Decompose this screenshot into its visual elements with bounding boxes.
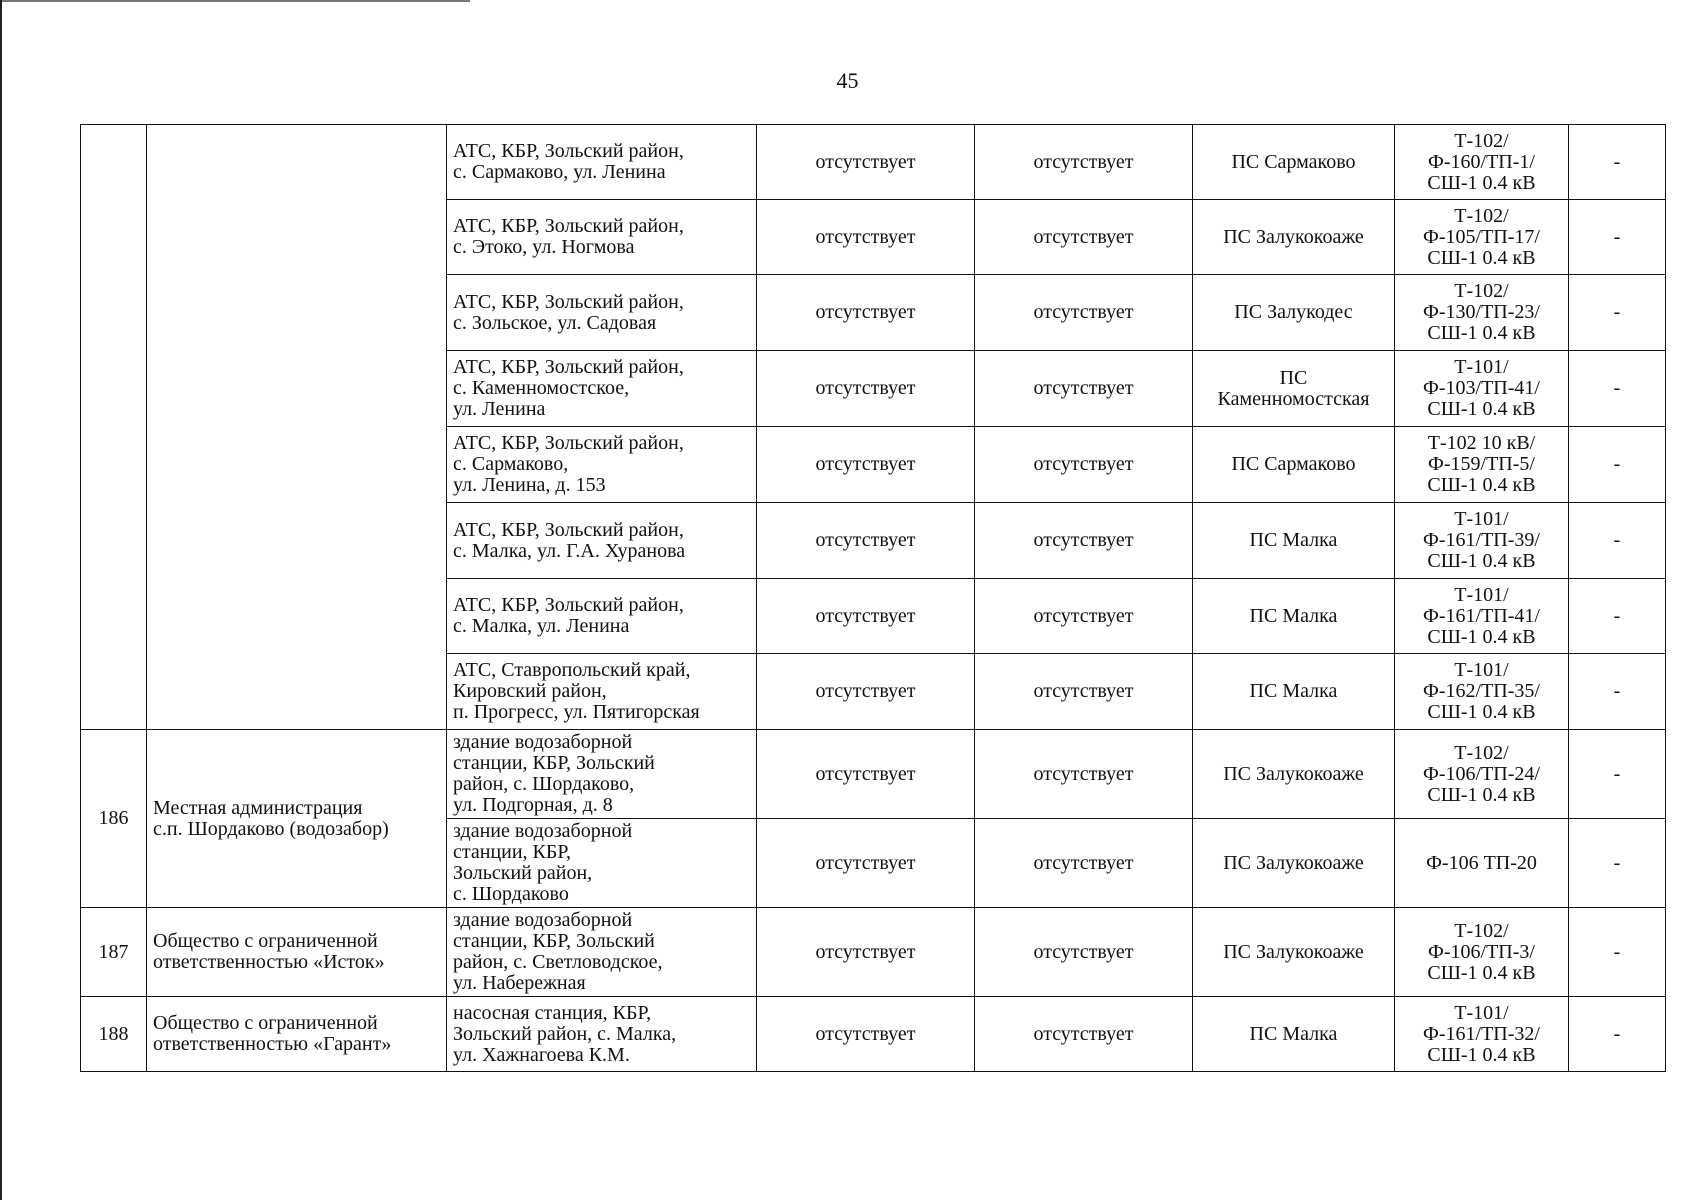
dash-cell: - — [1569, 997, 1666, 1072]
site-cell: здание водозаборной станции, КБР, Зольский район, с. Шордаково, ул. Подгорная, д. 8 — [447, 730, 757, 819]
status-cell: отсутствует — [757, 908, 975, 997]
table-row — [81, 997, 1666, 1072]
dash-cell: - — [1569, 819, 1666, 908]
feeder-cell: Т-102/ Ф-106/ТП-24/ СШ-1 0.4 кВ — [1395, 730, 1569, 819]
status-cell: отсутствует — [975, 503, 1193, 579]
feeder-cell: Т-102/ Ф-160/ТП-1/ СШ-1 0.4 кВ — [1395, 125, 1569, 200]
substation-cell: ПС Малка — [1193, 997, 1395, 1072]
substation-cell: ПС Залукокоаже — [1193, 908, 1395, 997]
status-cell: отсутствует — [975, 125, 1193, 200]
organization-cell: Общество с ограниченной ответственностью «Гарант» — [147, 997, 447, 1072]
status-cell: отсутствует — [975, 275, 1193, 351]
substation-cell: ПС Залукокоаже — [1193, 730, 1395, 819]
status-cell: отсутствует — [757, 275, 975, 351]
dash-cell: - — [1569, 579, 1666, 654]
dash-cell: - — [1569, 200, 1666, 275]
status-cell: отсутствует — [757, 351, 975, 427]
row-number-cell: 186 — [81, 730, 147, 908]
status-cell: отсутствует — [975, 908, 1193, 997]
status-cell: отсутствует — [975, 730, 1193, 819]
site-cell: АТС, КБР, Зольский район, с. Малка, ул. Г.А. Хуранова — [447, 503, 757, 579]
status-cell: отсутствует — [975, 819, 1193, 908]
status-cell: отсутствует — [975, 427, 1193, 503]
substation-cell: ПС Сармаково — [1193, 427, 1395, 503]
organization-cell: Общество с ограниченной ответственностью «Исток» — [147, 908, 447, 997]
feeder-cell: Т-101/ Ф-161/ТП-39/ СШ-1 0.4 кВ — [1395, 503, 1569, 579]
site-cell: АТС, КБР, Зольский район, с. Этоко, ул. Ногмова — [447, 200, 757, 275]
status-cell: отсутствует — [757, 427, 975, 503]
dash-cell: - — [1569, 908, 1666, 997]
feeder-cell: Т-102 10 кВ/ Ф-159/ТП-5/ СШ-1 0.4 кВ — [1395, 427, 1569, 503]
page-number: 45 — [836, 68, 859, 93]
feeder-cell: Т-101/ Ф-103/ТП-41/ СШ-1 0.4 кВ — [1395, 351, 1569, 427]
status-cell: отсутствует — [975, 200, 1193, 275]
feeder-cell: Т-102/ Ф-106/ТП-3/ СШ-1 0.4 кВ — [1395, 908, 1569, 997]
substation-cell: ПС Каменномостская — [1193, 351, 1395, 427]
status-cell: отсутствует — [975, 579, 1193, 654]
organization-cell — [147, 125, 447, 730]
substation-cell: ПС Залукокоаже — [1193, 819, 1395, 908]
scan-top-edge — [0, 0, 470, 2]
site-cell: АТС, Ставропольский край, Кировский район, п. Прогресс, ул. Пятигорская — [447, 654, 757, 730]
feeder-cell: Т-102/ Ф-130/ТП-23/ СШ-1 0.4 кВ — [1395, 275, 1569, 351]
dash-cell: - — [1569, 503, 1666, 579]
dash-cell: - — [1569, 275, 1666, 351]
site-cell: АТС, КБР, Зольский район, с. Каменномостское, ул. Ленина — [447, 351, 757, 427]
status-cell: отсутствует — [757, 730, 975, 819]
feeder-cell: Ф-106 ТП-20 — [1395, 819, 1569, 908]
status-cell: отсутствует — [757, 200, 975, 275]
table-row — [81, 125, 1666, 200]
row-number-cell: 187 — [81, 908, 147, 997]
site-cell: здание водозаборной станции, КБР, Зольский район, с. Светловодское, ул. Набережная — [447, 908, 757, 997]
substation-cell: ПС Залукокоаже — [1193, 200, 1395, 275]
status-cell: отсутствует — [975, 997, 1193, 1072]
organization-cell: Местная администрация с.п. Шордаково (водозабор) — [147, 730, 447, 908]
site-cell: АТС, КБР, Зольский район, с. Малка, ул. Ленина — [447, 579, 757, 654]
status-cell: отсутствует — [757, 579, 975, 654]
status-cell: отсутствует — [757, 503, 975, 579]
dash-cell: - — [1569, 654, 1666, 730]
site-cell: АТС, КБР, Зольский район, с. Зольское, ул. Садовая — [447, 275, 757, 351]
dash-cell: - — [1569, 125, 1666, 200]
substation-cell: ПС Малка — [1193, 654, 1395, 730]
dash-cell: - — [1569, 351, 1666, 427]
status-cell: отсутствует — [757, 997, 975, 1072]
substation-cell: ПС Малка — [1193, 503, 1395, 579]
status-cell: отсутствует — [757, 819, 975, 908]
consumers-table — [80, 124, 1666, 1072]
site-cell: насосная станция, КБР, Зольский район, с. Малка, ул. Хажнагоева К.М. — [447, 997, 757, 1072]
status-cell: отсутствует — [975, 654, 1193, 730]
dash-cell: - — [1569, 730, 1666, 819]
feeder-cell: Т-101/ Ф-161/ТП-32/ СШ-1 0.4 кВ — [1395, 997, 1569, 1072]
substation-cell: ПС Залукодес — [1193, 275, 1395, 351]
status-cell: отсутствует — [757, 125, 975, 200]
site-cell: АТС, КБР, Зольский район, с. Сармаково, ул. Ленина, д. 153 — [447, 427, 757, 503]
scan-left-edge — [0, 0, 2, 1200]
feeder-cell: Т-101/ Ф-162/ТП-35/ СШ-1 0.4 кВ — [1395, 654, 1569, 730]
table-row — [81, 730, 1666, 819]
status-cell: отсутствует — [757, 654, 975, 730]
table-row — [81, 908, 1666, 997]
feeder-cell: Т-101/ Ф-161/ТП-41/ СШ-1 0.4 кВ — [1395, 579, 1569, 654]
feeder-cell: Т-102/ Ф-105/ТП-17/ СШ-1 0.4 кВ — [1395, 200, 1569, 275]
substation-cell: ПС Малка — [1193, 579, 1395, 654]
substation-cell: ПС Сармаково — [1193, 125, 1395, 200]
row-number-cell — [81, 125, 147, 730]
dash-cell: - — [1569, 427, 1666, 503]
site-cell: здание водозаборной станции, КБР, Зольский район, с. Шордаково — [447, 819, 757, 908]
row-number-cell: 188 — [81, 997, 147, 1072]
status-cell: отсутствует — [975, 351, 1193, 427]
site-cell: АТС, КБР, Зольский район, с. Сармаково, ул. Ленина — [447, 125, 757, 200]
